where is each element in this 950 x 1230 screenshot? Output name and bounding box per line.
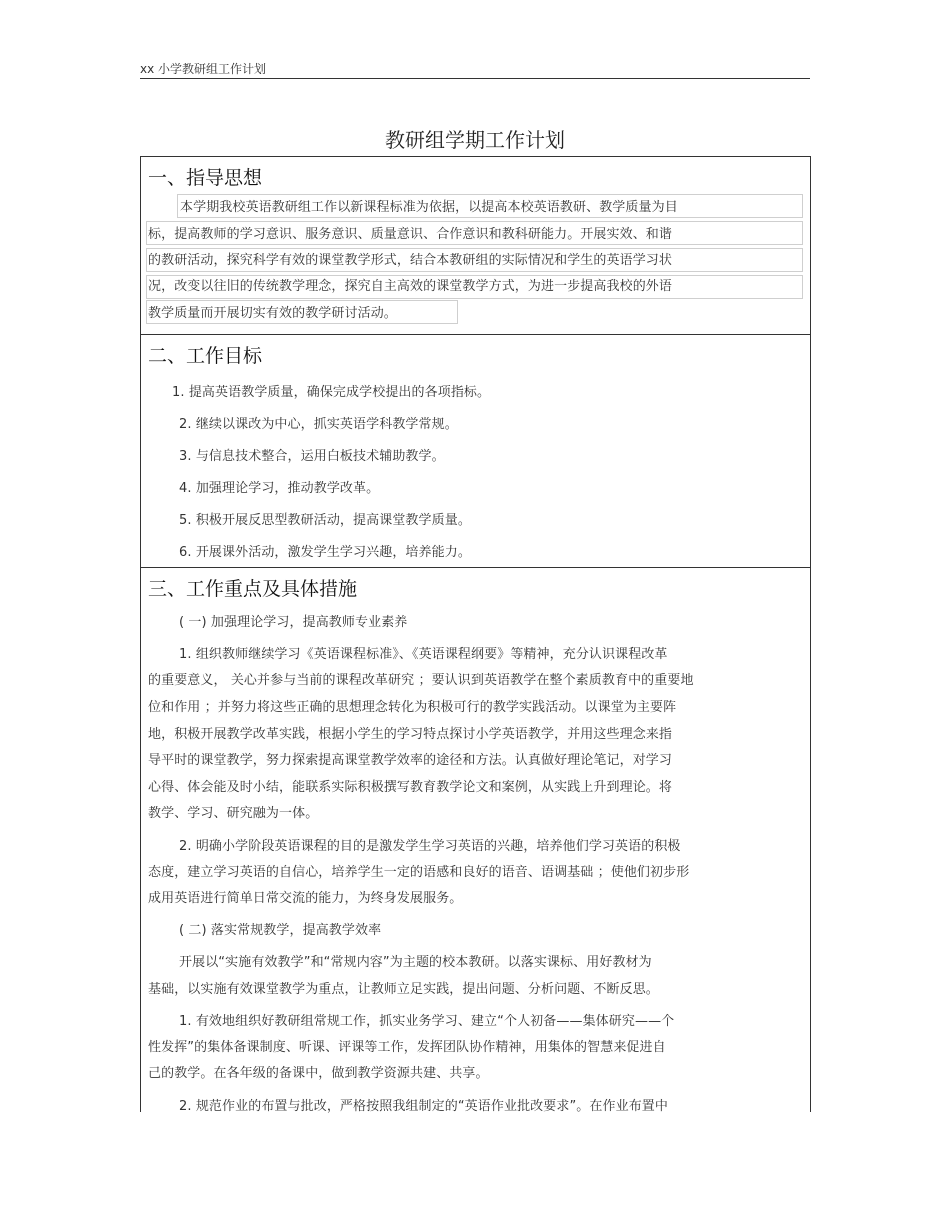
subheading: ( 二) 落实常规教学，提高教学效率 <box>179 923 382 938</box>
subheading: ( 一) 加强理论学习，提高教师专业素养 <box>179 615 408 630</box>
paragraph-line: 本学期我校英语教研组工作以新课程标准为依据，以提高本校英语教研、教学质量为目 <box>180 200 678 215</box>
section-title-guiding-ideology: 一、指导思想 <box>148 167 263 189</box>
paragraph-line: 地，积极开展教学改革实践，根据小学生的学习特点探讨小学英语教学，并用这些理念来指 <box>148 727 673 742</box>
paragraph-line: 2. 规范作业的布置与批改，严格按照我组制定的“英语作业批改要求”。在作业布置中 <box>179 1099 669 1114</box>
paragraph-line: 的重要意义， 关心并参与当前的课程改革研究 ；要认识到英语教学在整个素质教育中的重要地 <box>148 673 694 688</box>
paragraph-line: 的教研活动，探究科学有效的课堂教学形式，结合本教研组的实际情况和学生的英语学习状 <box>148 253 673 268</box>
goal-item: 4. 加强理论学习，推动教学改革。 <box>179 481 380 496</box>
paragraph-line: 态度，建立学习英语的自信心，培养学生一定的语感和良好的语音、语调基础 ；使他们初步形 <box>148 865 690 880</box>
running-header: xx 小学教研组工作计划 <box>140 62 267 76</box>
section-divider <box>140 334 810 335</box>
paragraph-line: 开展以“实施有效教学”和“常规内容”为主题的校本教研。以落实课标、用好教材为 <box>179 955 652 970</box>
paragraph-line: 2. 明确小学阶段英语课程的目的是激发学生学习英语的兴趣，培养他们学习英语的积极 <box>179 839 681 854</box>
goal-item: 5. 积极开展反思型教研活动，提高课堂教学质量。 <box>179 513 471 528</box>
section-divider <box>140 567 810 568</box>
section-title-work-goals: 二、工作目标 <box>148 345 263 367</box>
paragraph-line: 教学、学习、研究融为一体。 <box>148 806 319 821</box>
paragraph-line: 1. 组织教师继续学习《英语课程标准》、《英语课程纲要》等精神，充分认识课程改革 <box>179 647 668 662</box>
goal-item: 1. 提高英语教学质量，确保完成学校提出的各项指标。 <box>172 385 491 400</box>
document-title: 教研组学期工作计划 <box>385 128 565 152</box>
paragraph-line: 标，提高教师的学习意识、服务意识、质量意识、合作意识和教科研能力。开展实效、和谐 <box>148 227 673 242</box>
paragraph-line: 心得、体会能及时小结，能联系实际积极撰写教育教学论文和案例，从实践上升到理论。将 <box>148 780 673 795</box>
goal-item: 6. 开展课外活动，激发学生学习兴趣，培养能力。 <box>179 545 471 560</box>
paragraph-line: 况，改变以往旧的传统教学理念，探究自主高效的课堂教学方式，为进一步提高我校的外语 <box>148 279 673 294</box>
section-title-key-work: 三、工作重点及具体措施 <box>148 578 358 600</box>
goal-item: 3. 与信息技术整合，运用白板技术辅助教学。 <box>179 449 445 464</box>
paragraph-line: 成用英语进行简单日常交流的能力，为终身发展服务。 <box>148 891 463 906</box>
header-rule <box>140 78 810 79</box>
paragraph-line: 位和作用 ；并努力将这些正确的思想理念转化为积极可行的教学实践活动。以课堂为主要阵 <box>148 700 677 715</box>
paragraph-line: 基础，以实施有效课堂教学为重点，让教师立足实践，提出问题、分析问题、不断反思。 <box>148 982 659 997</box>
paragraph-line: 导平时的课堂教学，努力探索提高课堂教学效率的途径和方法。认真做好理论笔记，对学习 <box>148 753 673 768</box>
paragraph-line: 性发挥”的集体备课制度、听课、评课等工作，发挥团队协作精神，用集体的智慧来促进自 <box>148 1040 666 1055</box>
paragraph-line: 教学质量而开展切实有效的教学研讨活动。 <box>148 306 397 321</box>
paragraph-line: 1. 有效地组织好教研组常规工作，抓实业务学习、建立“个人初备——集体研究——个 <box>179 1014 675 1029</box>
goal-item: 2. 继续以课改为中心，抓实英语学科教学常规。 <box>179 417 458 432</box>
paragraph-line: 己的教学。在各年级的备课中，做到教学资源共建、共享。 <box>148 1066 489 1081</box>
